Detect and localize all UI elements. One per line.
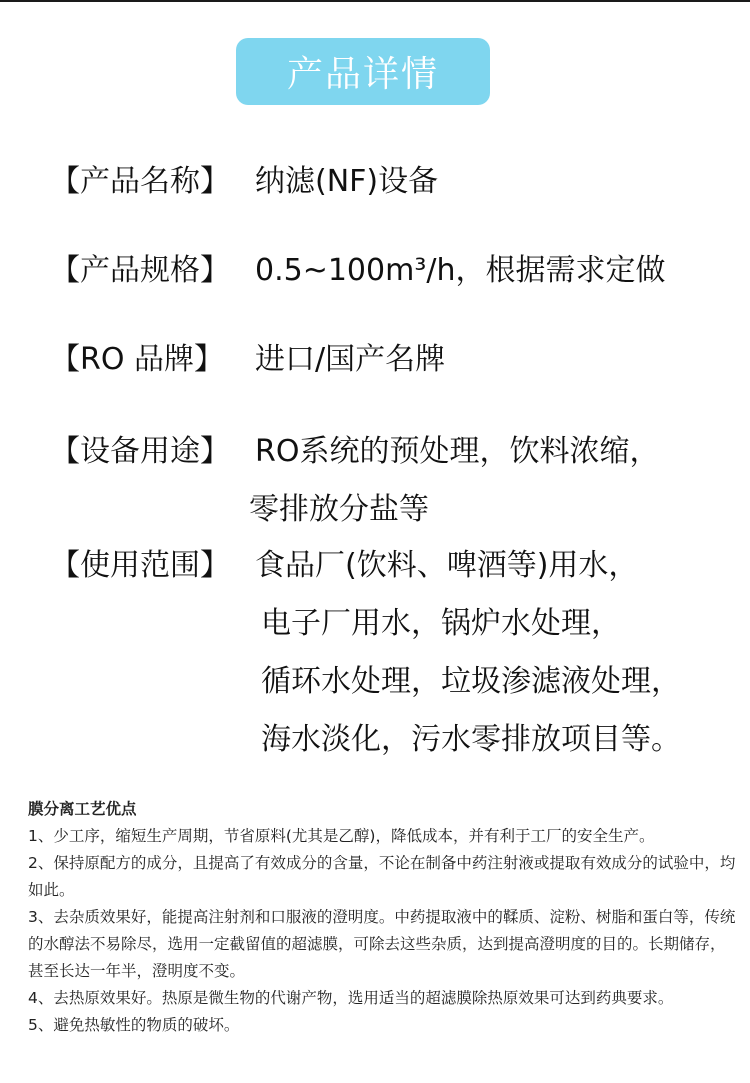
spec-label: 【产品规格】 <box>50 253 230 288</box>
advantages-section <box>28 796 738 1039</box>
spec-label: 【RO 品牌】 <box>50 342 224 377</box>
title-badge <box>236 38 490 105</box>
advantage-item: 4、去热原效果好。热原是微生物的代谢产物，选用适当的超滤膜除热原效果可达到药典要求。 <box>28 989 674 1007</box>
top-divider <box>0 0 750 2</box>
advantage-item: 1、少工序，缩短生产周期，节省原料(尤其是乙醇)，降低成本，并有利于工厂的安全生产。 <box>28 827 655 845</box>
spec-value <box>255 537 681 769</box>
spec-value-line: 食品厂(饮料、啤酒等)用水， <box>255 548 639 583</box>
advantage-item: 3、去杂质效果好，能提高注射剂和口服液的澄明度。中药提取液中的鞣质、淀粉、树脂和蛋白等，传统的水醇法不易除尽，选用一定截留值的超滤膜，可除去这些杂质，达到提高澄明度的目的。长期储存，甚至长达一年半，澄明度不变。 <box>28 908 736 980</box>
spec-value-line: 进口/国产名牌 <box>255 342 446 377</box>
spec-value-line: 零排放分盐等 <box>249 492 429 527</box>
spec-value-line: 0.5~100m³/h，根据需求定做 <box>255 253 666 288</box>
spec-value-line: RO系统的预处理，饮料浓缩， <box>255 434 660 469</box>
spec-value <box>255 242 665 300</box>
spec-value-line: 纳滤(NF)设备 <box>255 164 439 199</box>
spec-label: 【设备用途】 <box>50 434 230 469</box>
advantage-item: 2、保持原配方的成分，且提高了有效成分的含量，不论在制备中药注射液或提取有效成分的试验中，均如此。 <box>28 854 736 899</box>
spec-value <box>249 423 660 539</box>
advantage-item: 5、避免热敏性的物质的破坏。 <box>28 1016 240 1034</box>
spec-value-line: 电子厂用水，锅炉水处理， <box>261 606 621 641</box>
spec-value <box>255 153 438 211</box>
spec-value-line: 循环水处理，垃圾渗滤液处理， <box>261 664 681 699</box>
spec-label: 【产品名称】 <box>50 164 230 199</box>
advantages-title: 膜分离工艺优点 <box>28 800 137 818</box>
page-title: 产品详情 <box>286 54 439 95</box>
spec-value <box>255 331 445 389</box>
spec-label: 【使用范围】 <box>50 548 230 583</box>
spec-value-line: 海水淡化，污水零排放项目等。 <box>261 722 681 757</box>
